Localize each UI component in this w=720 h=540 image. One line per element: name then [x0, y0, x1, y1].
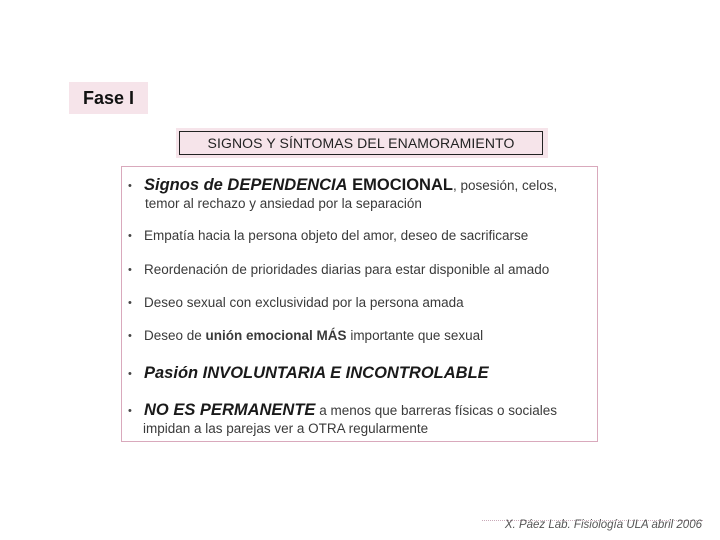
footer-credit: X. Páez Lab. Fisiología ULA abril 2006: [504, 519, 702, 531]
list-item-not-permanent: [128, 401, 557, 420]
list-item-empathy: [128, 228, 528, 243]
item-post: importante que sexual: [346, 328, 484, 343]
bullet-icon: •: [128, 230, 132, 243]
item-rest: a menos que barreras físicas o sociales: [315, 403, 558, 418]
item-text: Pasión INVOLUNTARIA E INCONTROLABLE: [144, 364, 489, 382]
symptoms-list: [121, 166, 598, 442]
bullet-icon: •: [128, 179, 132, 192]
list-item-dependency: [128, 176, 557, 195]
bullet-icon: •: [128, 404, 132, 417]
list-item-dependency-continued: temor al rechazo y ansiedad por la separación: [145, 196, 422, 211]
item-pre: Deseo de: [144, 328, 206, 343]
phase-label-text: Fase I: [82, 87, 135, 108]
item-text: Empatía hacia la persona objeto del amor, deseo de sacrificarse: [144, 228, 529, 243]
list-item-sexual-desire: [128, 295, 464, 310]
page-title: SIGNOS Y SÍNTOMAS DEL ENAMORAMIENTO: [179, 131, 543, 155]
list-item-emotional-union: [128, 328, 483, 343]
item-emphasis: EMOCIONAL: [347, 176, 453, 194]
bullet-icon: •: [128, 297, 132, 310]
item-text: Deseo sexual con exclusividad por la persona amada: [144, 295, 464, 310]
item-lead: Signos de DEPENDENCIA: [144, 176, 348, 194]
bullet-icon: •: [128, 330, 132, 343]
item-emphasis: unión emocional MÁS: [205, 328, 347, 343]
bullet-icon: •: [128, 264, 132, 277]
title-box: [176, 128, 548, 158]
item-text: Reordenación de prioridades diarias para estar disponible al amado: [144, 262, 550, 277]
list-item-priorities: [128, 262, 549, 277]
phase-label: [69, 82, 148, 114]
item-lead: NO ES PERMANENTE: [144, 401, 316, 419]
bullet-icon: •: [128, 367, 132, 380]
list-item-not-permanent-continued: impidan a las parejas ver a OTRA regularmente: [143, 421, 429, 436]
list-item-passion: [128, 364, 489, 383]
item-rest: , posesión, celos,: [452, 178, 558, 193]
